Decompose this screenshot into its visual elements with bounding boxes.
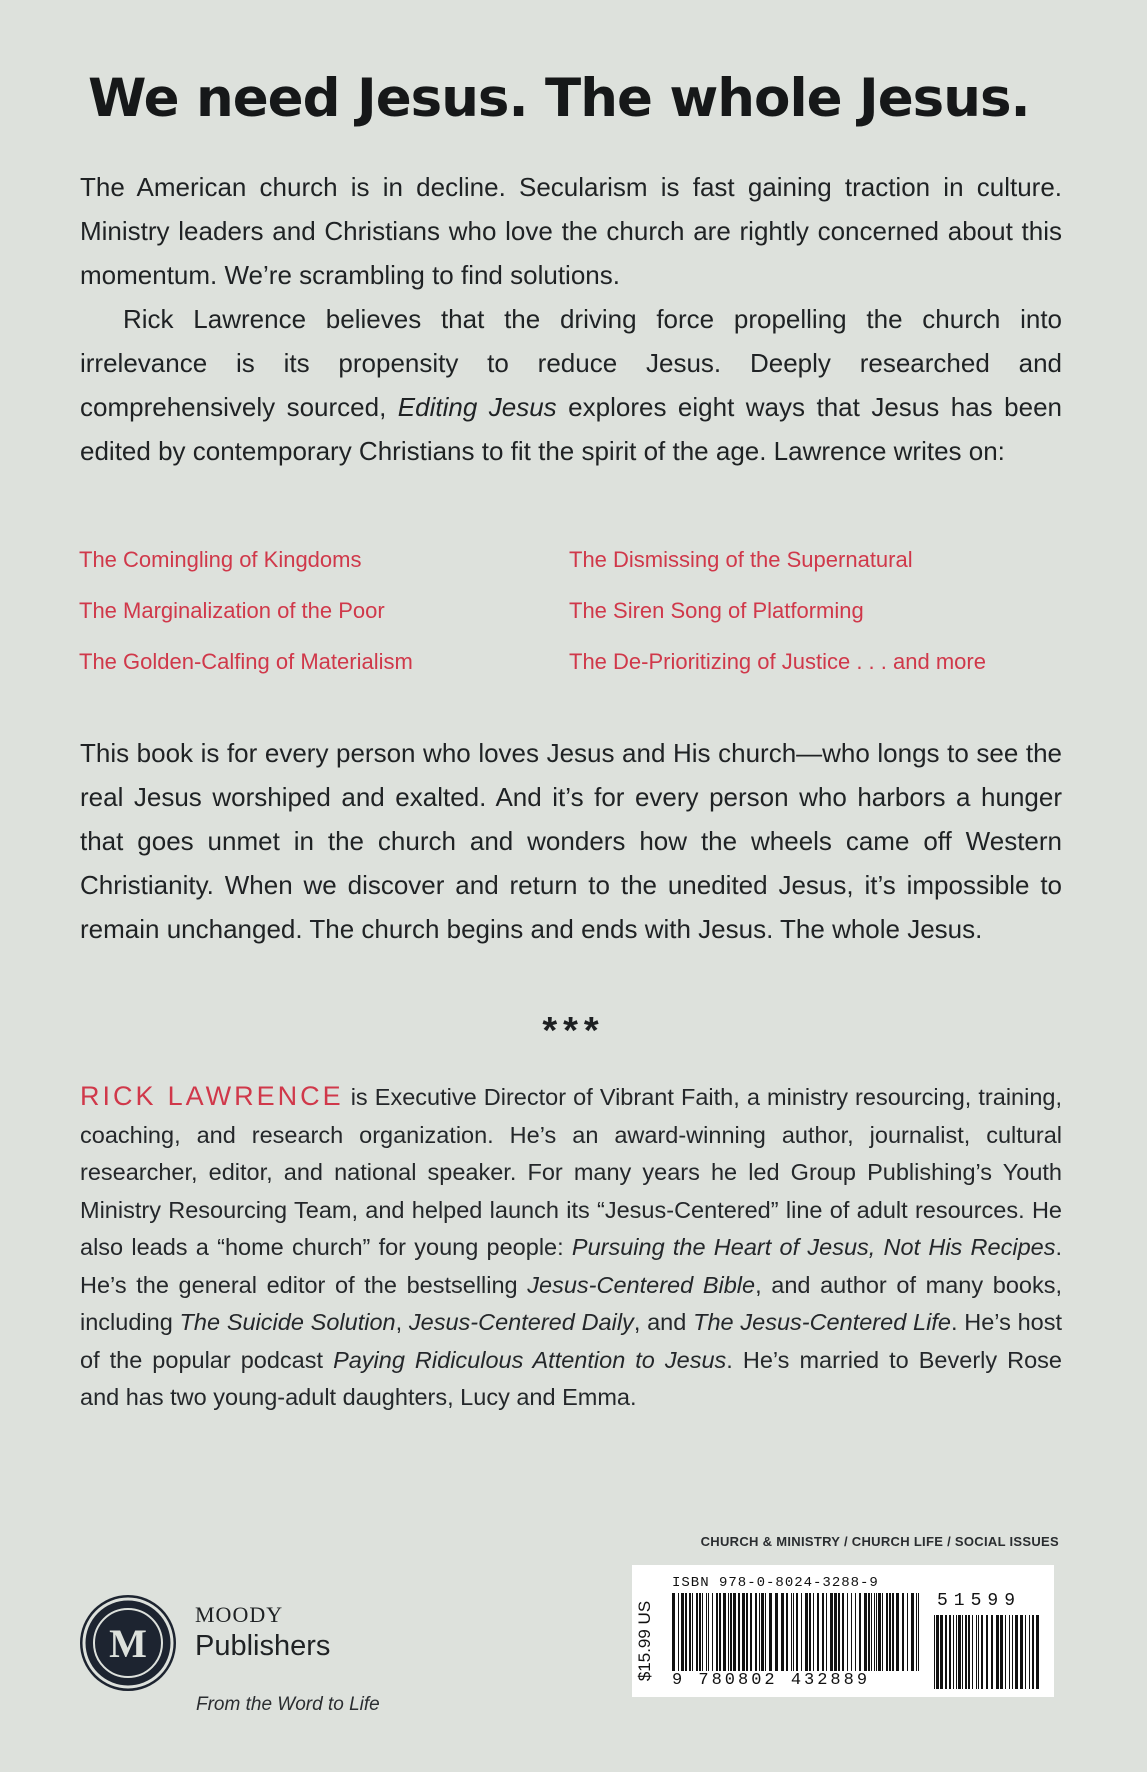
barcode-bar	[742, 1593, 745, 1671]
barcode-bar	[746, 1593, 748, 1671]
price-label: $15.99 US	[635, 1600, 654, 1682]
barcode-bar	[750, 1593, 752, 1671]
subject-categories: CHURCH & MINISTRY / CHURCH LIFE / SOCIAL ISSUES	[700, 1534, 1059, 1549]
barcode-bar	[874, 1593, 875, 1671]
intro-text-b: explores eight ways that Jesus has been edited by contemporary Christians to fit the spirit of the age. Lawrence writes on:	[80, 392, 1062, 466]
barcode-bar	[706, 1593, 707, 1671]
barcode-bar	[902, 1593, 904, 1671]
barcode-bar	[813, 1593, 814, 1671]
barcode-bar	[859, 1593, 861, 1671]
barcode-bar	[716, 1593, 718, 1671]
barcode-bar	[978, 1615, 979, 1689]
barcode-bar	[765, 1593, 766, 1671]
barcode-bar	[1000, 1615, 1003, 1689]
barcode-bar	[892, 1593, 894, 1671]
barcode-bar	[1005, 1615, 1006, 1689]
topic-item: The Siren Song of Platforming	[569, 598, 864, 623]
barcode-bar	[886, 1593, 888, 1671]
barcode-bar	[830, 1593, 833, 1671]
bio-italic-title: Paying Ridiculous Attention to Jesus	[333, 1346, 727, 1373]
topic-item: The Dismissing of the Supernatural	[569, 547, 913, 572]
moody-logo-mark	[80, 1595, 176, 1691]
barcode-bar	[696, 1593, 698, 1671]
barcode-bar	[791, 1593, 792, 1671]
barcode-bar	[826, 1593, 827, 1671]
barcode-bar	[986, 1615, 988, 1689]
barcode-bar	[842, 1593, 844, 1671]
section-divider-stars: ***	[542, 1010, 605, 1052]
barcode-bar	[699, 1593, 701, 1671]
barcode-bar	[953, 1615, 954, 1689]
barcode-bar	[916, 1593, 917, 1671]
barcode-bar	[728, 1593, 729, 1671]
barcode-bar	[907, 1593, 908, 1671]
barcode-bar	[786, 1593, 788, 1671]
barcode-bar	[769, 1593, 772, 1671]
publisher-name-line2: Publishers	[195, 1630, 331, 1662]
barcode-bar	[911, 1593, 914, 1671]
barcode-bar	[738, 1593, 740, 1671]
barcode-bar	[817, 1593, 819, 1671]
logo-letter: M	[109, 1621, 147, 1666]
intro-paragraph-2	[80, 297, 1062, 473]
barcode-bar	[1025, 1615, 1026, 1689]
bio-italic-title: Jesus-Centered Daily	[408, 1309, 634, 1335]
barcode-bar	[918, 1593, 919, 1671]
barcode-bar	[1020, 1615, 1023, 1689]
bio-italic-title: Pursuing the Heart of Jesus, Not His Recipes	[571, 1234, 1056, 1260]
barcode-bar	[708, 1593, 709, 1671]
barcode-addon-bars	[934, 1615, 1042, 1689]
barcode-bar	[876, 1593, 877, 1671]
barcode-bar	[934, 1615, 935, 1689]
publisher-tagline: From the Word to Life	[196, 1694, 380, 1715]
publisher-name-line1: MOODY	[195, 1602, 284, 1627]
barcode-bar	[855, 1593, 856, 1671]
barcode-bar	[871, 1593, 872, 1671]
barcode-bar	[755, 1593, 757, 1671]
barcode-bar	[882, 1593, 883, 1671]
barcode-bar	[968, 1615, 970, 1689]
barcode-bar	[781, 1593, 784, 1671]
barcode-bar	[945, 1615, 947, 1689]
barcode-bar	[678, 1593, 679, 1671]
barcode-bar	[801, 1593, 802, 1671]
barcode-bars	[672, 1593, 924, 1671]
barcode-bar	[1015, 1615, 1018, 1689]
barcode-bar	[991, 1615, 993, 1689]
author-name: RICK LAWRENCE	[80, 1081, 344, 1111]
barcode-bar	[976, 1615, 977, 1689]
barcode-bar	[805, 1593, 808, 1671]
barcode-bar	[958, 1615, 961, 1689]
bio-text: , and author of many books, including	[80, 1271, 1062, 1335]
barcode-bar	[896, 1593, 899, 1671]
barcode-bar	[761, 1593, 764, 1671]
barcode-bar	[864, 1593, 867, 1671]
barcode-bar	[962, 1615, 963, 1689]
barcode-bar	[889, 1593, 891, 1671]
headline: We need Jesus. The whole Jesus.	[88, 68, 1030, 129]
isbn-text: ISBN 978-0-8024-3288-9	[672, 1575, 879, 1591]
barcode-bar	[1009, 1615, 1010, 1689]
barcode-bar	[1012, 1615, 1013, 1689]
barcode-bar	[685, 1593, 687, 1671]
barcode-bar	[689, 1593, 691, 1671]
barcode-bar	[878, 1593, 881, 1671]
barcode-bar	[936, 1615, 939, 1689]
barcode-bar	[1036, 1615, 1039, 1689]
barcode-bar	[996, 1615, 999, 1689]
bio-text: . He’s married to Beverly Rose and has two young-adult daughters, Lucy and Emma.	[80, 1346, 1062, 1410]
closing-paragraph: This book is for every person who loves Jesus and His church—who longs to see the real Jesus worshiped and exalted. And it’s for every person who harbors a hunger that goes unmet in the church and wonders how the wheels came off Western Christianity. When we discover and return to the unedited Jesus, it’s impossible to remain unchanged. The church begins and ends with Jesus. The whole Jesus.	[80, 738, 1062, 944]
barcode-bar	[851, 1593, 852, 1671]
topic-item: The Marginalization of the Poor	[79, 598, 385, 623]
barcode-bar	[719, 1593, 721, 1671]
barcode-bar	[847, 1593, 848, 1671]
barcode-bar	[672, 1593, 675, 1671]
price-code: 51599	[937, 1591, 1022, 1611]
topic-item: The De-Prioritizing of Justice . . . and more	[569, 649, 986, 674]
bio-text: is Executive Director of Vibrant Faith, a ministry resourcing, training, coaching, and research organization. He’s an award-winning author, journalist, cultural researcher, editor, and national speaker. For many years he led Group Publishing’s Youth Ministry Resourcing Team, and helped launch its “Jesus-Centered” line of adult resources. He also leads a “home church” for young people:	[80, 1084, 1062, 1260]
barcode-bar	[834, 1593, 837, 1671]
barcode-bar	[940, 1615, 943, 1689]
intro-paragraph-1: The American church is in decline. Secularism is fast gaining traction in culture. Ministry leaders and Christians who love the church are rightly concerned about this momentum. We’re scrambling to find solutions.	[80, 172, 1062, 290]
intro-text-a: Rick Lawrence believes that the driving force propelling the church into irrelevance is its propensity to reduce Jesus. Deeply researched and comprehensively sourced,	[80, 304, 1062, 422]
barcode-bar	[712, 1593, 713, 1671]
bio-text: . He’s host of the popular podcast	[80, 1309, 1063, 1373]
barcode-bar	[809, 1593, 811, 1671]
topic-item: The Golden-Calfing of Materialism	[79, 649, 413, 674]
barcode-bar	[956, 1615, 957, 1689]
ean-digits: 9 780802 432889	[672, 1671, 871, 1690]
barcode-bar	[868, 1593, 870, 1671]
bio-italic-title: Jesus-Centered Bible	[527, 1271, 756, 1298]
barcode-bar	[1029, 1615, 1030, 1689]
book-title-italic: Editing Jesus	[397, 392, 557, 422]
barcode-bar	[822, 1593, 824, 1671]
barcode-bar	[965, 1615, 967, 1689]
barcode-bar	[723, 1593, 726, 1671]
bio-text: ,	[395, 1309, 409, 1335]
bio-italic-title: The Suicide Solution	[179, 1309, 396, 1335]
barcode-bar	[972, 1615, 973, 1689]
isbn-barcode	[632, 1565, 1054, 1697]
barcode-bar	[692, 1593, 693, 1671]
barcode-bar	[981, 1615, 983, 1689]
barcode-bar	[838, 1593, 840, 1671]
bio-text: , and	[633, 1309, 694, 1335]
barcode-bar	[1032, 1615, 1034, 1689]
moody-logo-icon	[80, 1595, 176, 1691]
topic-item: The Comingling of Kingdoms	[79, 547, 362, 572]
barcode-bar	[702, 1593, 703, 1671]
barcode-bar	[733, 1593, 736, 1671]
barcode-bar	[730, 1593, 732, 1671]
barcode-bar	[796, 1593, 798, 1671]
author-bio	[80, 1078, 1062, 1417]
bio-italic-title: The Jesus-Centered Life	[693, 1309, 951, 1335]
barcode-bar	[949, 1615, 951, 1689]
topic-list	[79, 544, 1069, 678]
barcode-bar	[759, 1593, 760, 1671]
barcode-bar	[793, 1593, 794, 1671]
barcode-bar	[775, 1593, 778, 1671]
barcode-bar	[681, 1593, 684, 1671]
bio-text: . He’s the general editor of the bestselling	[80, 1234, 1062, 1298]
